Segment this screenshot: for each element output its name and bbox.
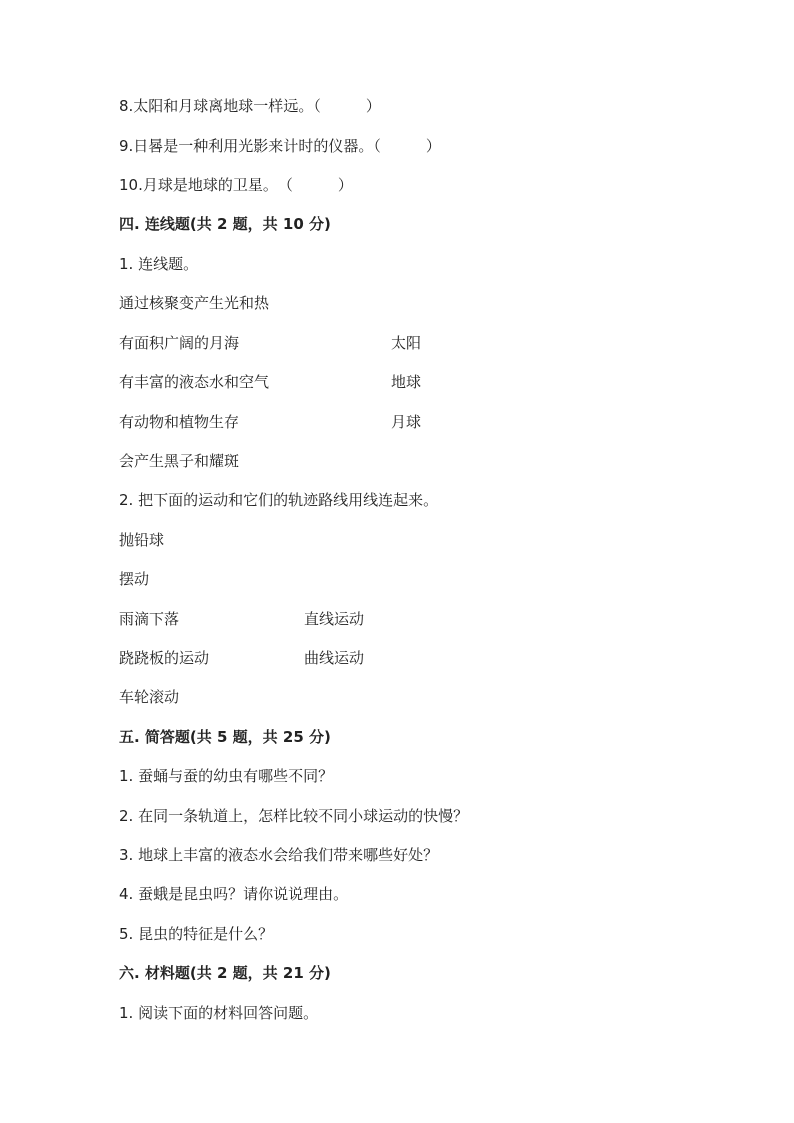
short-answer-question: 1. 蚕蛹与蚕的幼虫有哪些不同？ (119, 767, 334, 785)
matching-right-item: 月球 (391, 413, 422, 431)
matching-left-item: 有丰富的液态水和空气 (119, 373, 270, 391)
matching-question-1-prompt: 1. 连线题。 (119, 255, 199, 273)
matching-left-item: 通过核聚变产生光和热 (119, 294, 270, 312)
matching-question-2-prompt: 2. 把下面的运动和它们的轨迹路线用线连起来。 (119, 491, 439, 509)
motion-left-item: 雨滴下落 (119, 610, 180, 628)
section-4-heading: 四. 连线题(共 2 题，共 10 分) (119, 215, 331, 233)
short-answer-question: 2. 在同一条轨道上，怎样比较不同小球运动的快慢？ (119, 807, 469, 825)
short-answer-question: 4. 蚕蛾是昆虫吗？请你说说理由。 (119, 885, 349, 903)
matching-left-item: 有动物和植物生存 (119, 413, 240, 431)
motion-right-item: 直线运动 (304, 610, 365, 628)
matching-left-item: 会产生黑子和耀斑 (119, 452, 240, 470)
matching-right-item: 地球 (391, 373, 422, 391)
motion-left-item: 车轮滚动 (119, 688, 180, 706)
motion-right-item: 曲线运动 (304, 649, 365, 667)
section-5-heading: 五. 简答题(共 5 题，共 25 分) (119, 728, 331, 746)
matching-right-item: 太阳 (391, 334, 422, 352)
motion-left-item: 摆动 (119, 570, 150, 588)
matching-left-item: 有面积广阔的月海 (119, 334, 240, 352)
short-answer-question: 3. 地球上丰富的液态水会给我们带来哪些好处？ (119, 846, 439, 864)
motion-left-item: 抛铅球 (119, 531, 165, 549)
short-answer-question: 5. 昆虫的特征是什么？ (119, 925, 274, 943)
motion-left-item: 跷跷板的运动 (119, 649, 210, 667)
material-question-1: 1. 阅读下面的材料回答问题。 (119, 1004, 319, 1022)
judge-question-10: 10.月球是地球的卫星。 （ ） (119, 176, 353, 194)
judge-question-8: 8.太阳和月球离地球一样远。（ ） (119, 97, 381, 115)
judge-question-9: 9.日晷是一种利用光影来计时的仪器。（ ） (119, 137, 441, 155)
section-6-heading: 六. 材料题(共 2 题，共 21 分) (119, 964, 331, 982)
